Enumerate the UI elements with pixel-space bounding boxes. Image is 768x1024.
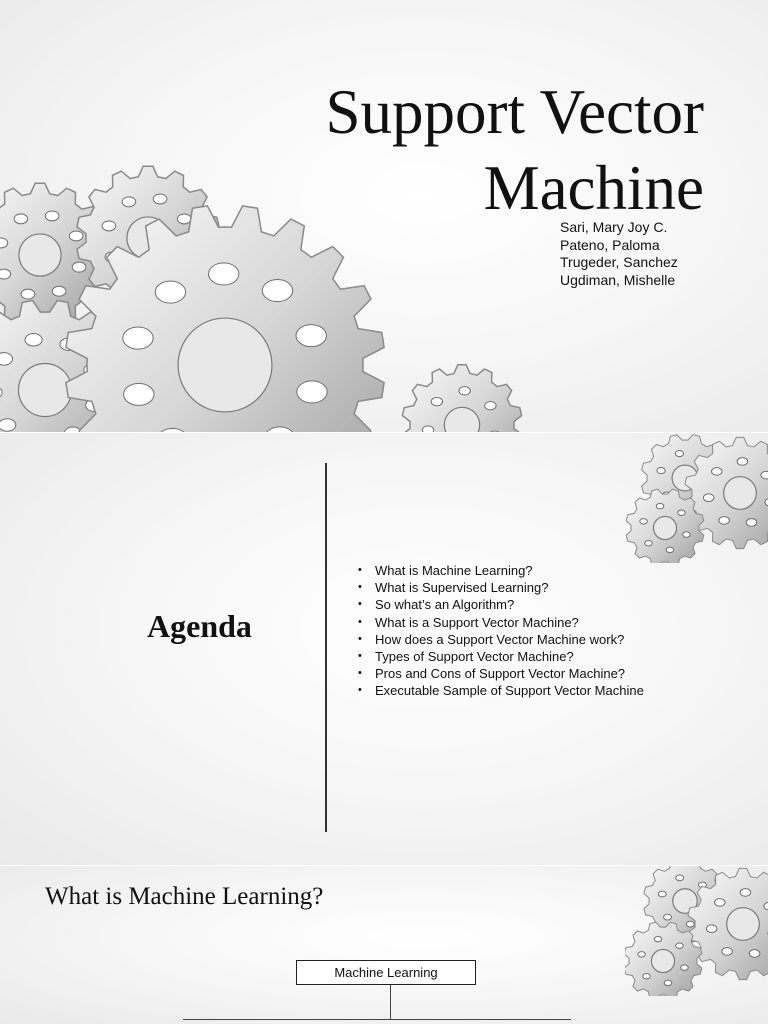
gears-illustration [625,866,768,996]
title-line-1: Support Vector [325,77,704,147]
diagram-root-node: Machine Learning [296,960,476,985]
slide-heading: What is Machine Learning? [45,883,324,910]
gear-icon [626,489,704,563]
author-name: Trugeder, Sanchez [560,254,678,270]
connector-line [183,1019,571,1020]
vertical-divider [325,463,327,832]
author-name: Pateno, Paloma [560,236,660,253]
agenda-list [358,562,644,700]
connector-line [390,985,391,1019]
agenda-item: • Types of Support Vector Machine? [358,648,644,665]
agenda-item: • Pros and Cons of Support Vector Machine? [358,665,644,682]
author-name: Sari, Mary Joy C. [560,219,668,235]
slide-title [0,0,768,432]
agenda-item: • What is Machine Learning? [358,562,644,579]
slide-agenda [0,433,768,865]
agenda-item: • How does a Support Vector Machine work? [358,631,644,648]
agenda-heading: Agenda [147,608,252,644]
gear-icon [625,922,702,996]
slide-machine-learning [0,866,768,1024]
gears-illustration [625,433,768,563]
agenda-item: • Executable Sample of Support Vector Machine [358,682,644,699]
title-line-2: Machine [483,153,704,223]
agenda-item: • What is a Support Vector Machine? [358,614,644,631]
author-name: Ugdiman, Mishelle [560,271,676,288]
gear-icon [402,365,521,432]
agenda-item: • So what’s an Algorithm? [358,596,644,613]
agenda-item: • What is Supervised Learning? [358,579,644,596]
presentation-title [224,74,704,226]
author-list [560,219,678,289]
